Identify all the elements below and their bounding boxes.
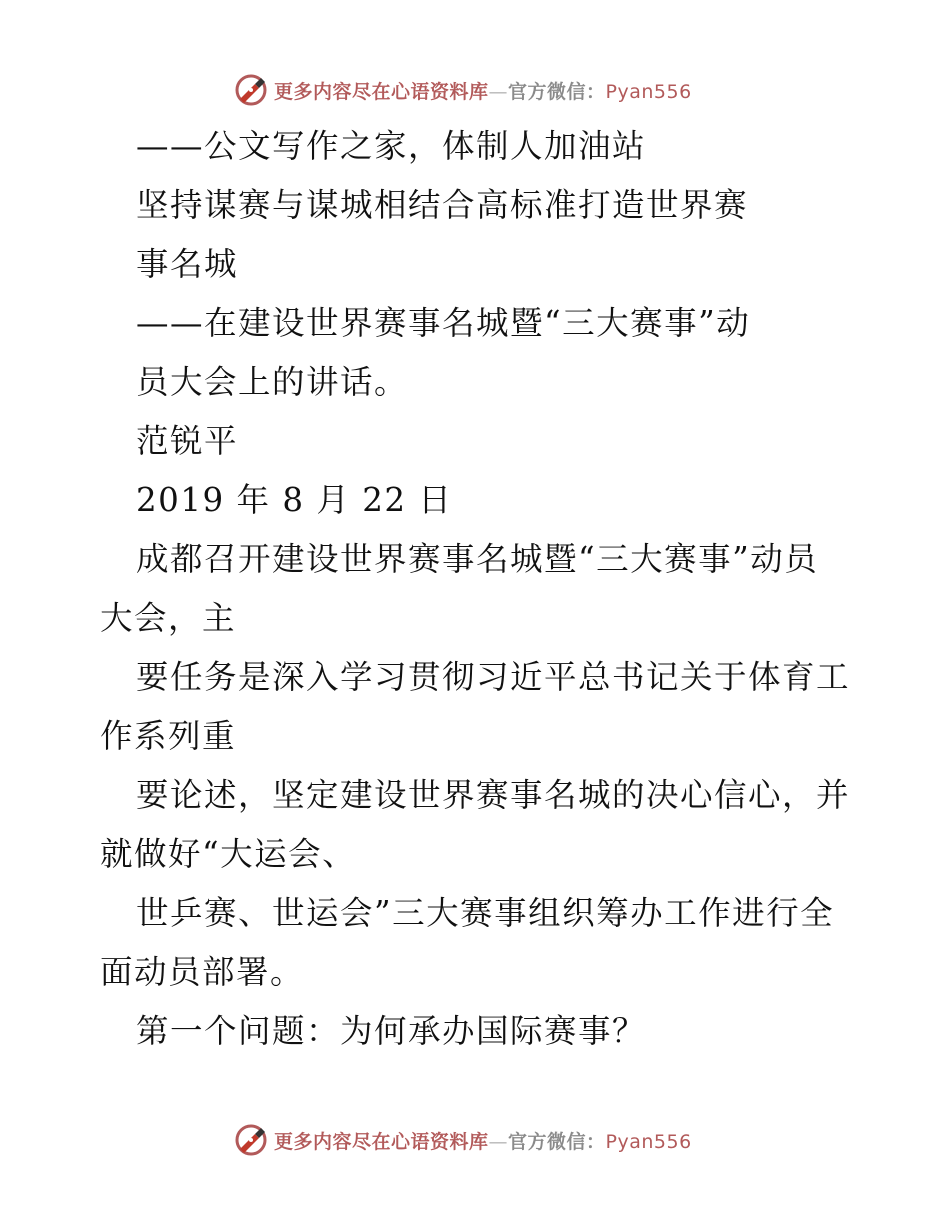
- text-line-paragraph-3: 要任务是深入学习贯彻习近平总书记关于体育工: [136, 658, 851, 696]
- text-line-paragraph-4: 作系列重: [100, 717, 237, 755]
- text-line-paragraph-2: 大会，主: [100, 599, 237, 637]
- text-line-title-1: 坚持谋赛与谋城相结合高标准打造世界赛: [136, 186, 749, 224]
- text-line-subtitle-1: ——在建设世界赛事名城暨“三大赛事”动: [136, 304, 751, 342]
- watermark-wechat-id: Pyan556: [605, 1130, 692, 1153]
- text-line-paragraph-7: 世乒赛、世运会”三大赛事组织筹办工作进行全: [136, 894, 835, 932]
- watermark-wechat-label: 官方微信：: [508, 80, 606, 103]
- text-line-paragraph-8: 面动员部署。: [100, 953, 305, 991]
- text-line-author: 范锐平: [136, 422, 239, 460]
- footer-watermark: [234, 1122, 692, 1158]
- pen-circle-logo-icon: [234, 1123, 268, 1157]
- watermark-wechat-id: Pyan556: [605, 80, 692, 103]
- text-line-tagline: ——公文写作之家，体制人加油站: [136, 127, 647, 165]
- watermark-dash: —: [488, 80, 509, 103]
- watermark-wechat-label: 官方微信：: [508, 1130, 606, 1153]
- watermark-dash: —: [488, 1130, 509, 1153]
- text-line-paragraph-5: 要论述，坚定建设世界赛事名城的决心信心，并: [136, 776, 851, 814]
- text-line-subtitle-2: 员大会上的讲话。: [136, 363, 409, 401]
- text-line-paragraph-1: 成都召开建设世界赛事名城暨“三大赛事”动员: [136, 540, 819, 578]
- text-line-date: 2019 年 8 月 22 日: [136, 481, 453, 519]
- header-watermark: [234, 72, 692, 108]
- pen-circle-logo-icon: [234, 73, 268, 107]
- text-line-question-heading: 第一个问题：为何承办国际赛事？: [136, 1012, 647, 1050]
- watermark-main-text: 更多内容尽在心语资料库: [274, 80, 489, 103]
- watermark-main-text: 更多内容尽在心语资料库: [274, 1130, 489, 1153]
- text-line-title-2: 事名城: [136, 245, 239, 283]
- text-line-paragraph-6: 就做好“大运会、: [100, 835, 357, 873]
